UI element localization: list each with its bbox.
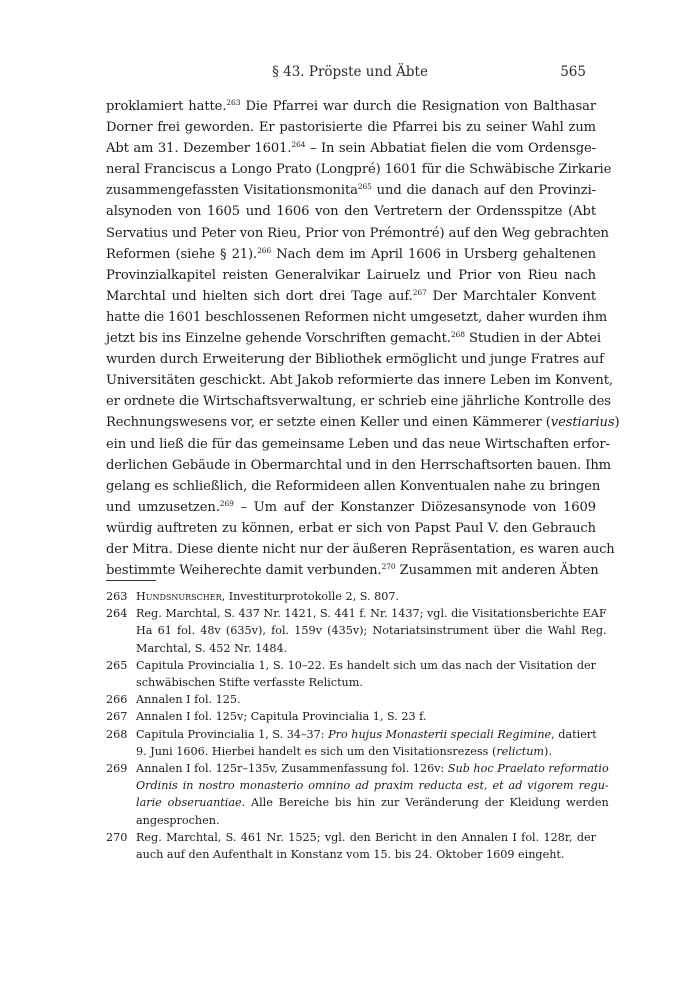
text-run: angesprochen. <box>136 813 220 827</box>
footnote <box>106 605 607 657</box>
text-run: würdig auftreten zu können, erbat er sich von Papst Paul V. den Gebrauch <box>106 520 596 536</box>
footnote-number: 267 <box>106 710 128 724</box>
text-run: – In sein Abbatiat fielen die vom Ordensge- <box>305 141 596 157</box>
text-line <box>106 244 596 265</box>
text-run: 9. Juni 1606. Hierbei handelt es sich um den Visitationsrezess ( <box>136 744 497 758</box>
text-run: und die danach auf den Provinzi- <box>371 183 596 199</box>
text-run: alsynoden von 1605 und 1606 von den Vertretern der Ordensspitze (Abt <box>106 204 596 220</box>
text-run: zusammengefassten Visitationsmonita <box>106 183 358 199</box>
text-line <box>136 605 607 622</box>
footnote-ref: 269 <box>219 498 234 508</box>
text-line <box>106 476 601 497</box>
footnote-text <box>136 588 596 605</box>
text-run: bestimmte Weiherechte damit verbunden. <box>106 563 382 579</box>
italic-text: Pro hujus Monasterii speciali Regimine <box>328 727 552 741</box>
footnote <box>106 726 596 760</box>
text-line <box>136 622 607 639</box>
footnote-text <box>136 708 596 725</box>
footnote-number: 264 <box>106 607 128 621</box>
text-line <box>106 434 610 455</box>
text-line <box>136 829 596 846</box>
text-line <box>106 201 596 222</box>
page-number: 565 <box>560 64 586 80</box>
text-line <box>136 794 609 811</box>
footnote-text <box>136 605 607 657</box>
text-run: Abt am 31. Dezember 1601. <box>106 141 292 157</box>
text-line <box>136 846 596 863</box>
footnote <box>106 708 596 725</box>
footnote-number: 268 <box>106 727 128 741</box>
text-run: Annalen I fol. 125r–135v, Zusammenfassung fol. 126v: <box>136 762 448 776</box>
text-line <box>136 812 609 829</box>
footnote-text <box>136 829 596 863</box>
text-line <box>106 117 596 138</box>
body-text <box>106 96 620 581</box>
text-line <box>136 588 596 605</box>
text-line <box>136 743 597 760</box>
text-run: Ha 61 fol. 48v (635v), fol. 159v (435v); Notariatsinstrument über die Wahl Reg. <box>136 624 607 638</box>
text-line <box>106 307 608 328</box>
text-run: Reg. Marchtal, S. 437 Nr. 1421, S. 441 f. Nr. 1437; vgl. die Visitationsberichte EAF <box>136 607 607 621</box>
text-run: Studien in der Abtei <box>464 331 601 347</box>
footnote-number: 263 <box>106 590 128 603</box>
text-run: Reg. Marchtal, S. 461 Nr. 1525; vgl. den Bericht in den Annalen I fol. 128r, der <box>136 830 596 844</box>
text-run: Annalen I fol. 125v; Capitula Provincialia 1, S. 23 f. <box>136 710 427 724</box>
text-line <box>106 497 596 518</box>
footnote-separator <box>106 580 156 581</box>
text-line <box>106 370 613 391</box>
text-line <box>106 159 612 180</box>
footnote <box>106 691 596 708</box>
text-run: der Mitra. Diese diente nicht nur der äußeren Repräsentation, es waren auch <box>106 541 615 557</box>
text-run: Dorner frei geworden. Er pastorisierte die Pfarrei bis zu seiner Wahl zum <box>106 120 596 136</box>
footnote-number: 270 <box>106 830 128 844</box>
italic-text: Sub hoc Praelato reformatio <box>447 762 609 776</box>
text-run: jetzt bis ins Einzelne gehende Vorschriften gemacht. <box>106 331 451 347</box>
text-run: neral Franciscus a Longo Prato (Longpré) 1601 für die Schwäbische Zirkarie <box>106 162 612 178</box>
text-run: gelang es schließlich, die Reformideen allen Konventualen nahe zu bringen <box>106 478 601 494</box>
text-run: schwäbischen Stifte verfasste Relictum. <box>136 676 363 690</box>
text-run: hatte die 1601 beschlossenen Reformen nicht umgesetzt, daher wurden ihm <box>106 309 608 325</box>
text-run: Provinzialkapitel reisten Generalvikar Lairuelz und Prior von Rieu nach <box>106 267 596 283</box>
text-line <box>136 760 609 777</box>
italic-text: vestiarius <box>550 415 615 431</box>
text-line <box>106 138 596 159</box>
text-run: Reformen (siehe § 21). <box>106 246 258 262</box>
text-run: Der Marchtaler Konvent <box>426 288 596 304</box>
footnote-ref: 263 <box>226 98 241 107</box>
footnote-ref: 264 <box>291 140 306 150</box>
text-run: Annalen I fol. 125. <box>136 693 241 707</box>
text-run: , datiert <box>551 727 597 741</box>
text-run: – Um auf der Konstanzer Diözesansynode von 1609 <box>233 499 596 515</box>
text-run: Capitula Provincialia 1, S. 34–37: <box>136 727 329 741</box>
footnote-number: 266 <box>106 693 128 707</box>
footnote-ref: 270 <box>381 562 396 572</box>
footnote-text <box>136 691 596 708</box>
text-line <box>136 726 597 743</box>
text-run: er ordnete die Wirtschaftsverwaltung, er schrieb eine jährliche Kontrolle des <box>106 394 611 410</box>
footnote-ref: 266 <box>257 245 272 255</box>
footnote <box>106 588 596 605</box>
text-run: Alle Bereiche bis hin zur Veränderung der Kleidung werden <box>245 796 609 810</box>
text-line <box>106 96 596 117</box>
text-line <box>106 349 604 370</box>
text-run: Zusammen mit anderen Äbten <box>395 563 599 579</box>
text-line <box>136 640 607 657</box>
footnote-number: 265 <box>106 658 128 672</box>
text-run: Servatius und Peter von Rieu, Prior von Prémontré) auf den Weg gebrachten <box>106 225 609 241</box>
footnote-text <box>136 726 597 760</box>
text-run: ein und ließ die für das gemeinsame Leben und das neue Wirtschaften erfor- <box>106 436 610 452</box>
text-run: wurden durch Erweiterung der Bibliothek ermöglicht und junge Fratres auf <box>106 352 604 368</box>
text-run: und umzusetzen. <box>106 499 220 515</box>
text-run: , Investiturprotokolle 2, S. 807. <box>221 590 399 603</box>
footnote-ref: 268 <box>450 330 465 340</box>
text-run: Universitäten geschickt. Abt Jakob reformierte das innere Leben im Konvent, <box>106 373 613 389</box>
text-line <box>106 223 609 244</box>
text-run: ). <box>544 744 552 758</box>
footnote-ref: 267 <box>412 287 427 297</box>
text-line <box>106 518 596 539</box>
text-line <box>106 539 615 560</box>
text-line <box>106 412 620 433</box>
text-line <box>106 328 601 349</box>
text-run: Capitula Provincialia 1, S. 10–22. Es handelt sich um das nach der Visitation der <box>136 658 596 672</box>
footnote-text <box>136 760 609 829</box>
text-line <box>136 777 609 794</box>
footnote-number: 269 <box>106 762 128 776</box>
text-line <box>106 391 611 412</box>
footnote-ref: 265 <box>357 182 372 192</box>
text-run: Nach dem im April 1606 in Ursberg gehaltenen <box>271 246 596 262</box>
text-line <box>136 708 596 725</box>
text-run: proklamiert hatte. <box>106 99 227 114</box>
text-line <box>106 265 596 286</box>
text-line <box>136 674 596 691</box>
text-run: auch auf den Aufenthalt in Konstanz vom 15. bis 24. Oktober 1609 eingeht. <box>136 848 565 862</box>
footnote-text <box>136 657 596 691</box>
footnotes <box>106 588 609 863</box>
text-run: Marchtal, S. 452 Nr. 1484. <box>136 641 288 655</box>
text-run: Die Pfarrei war durch die Resignation von Balthasar <box>240 99 596 114</box>
text-line <box>136 691 596 708</box>
footnote <box>106 760 609 829</box>
text-line <box>106 455 611 476</box>
text-run: Marchtal und hielten sich dort drei Tage auf. <box>106 288 413 304</box>
running-header: § 43. Pröpste und Äbte <box>272 64 428 80</box>
text-line <box>136 657 596 674</box>
footnote <box>106 829 596 863</box>
italic-text: relictum <box>496 744 545 758</box>
text-run: derlichen Gebäude in Obermarchtal und in den Herrschaftsorten bauen. Ihm <box>106 457 611 473</box>
footnote <box>106 657 596 691</box>
text-run: Rechnungswesens vor, er setzte einen Keller und einen Kämmerer ( <box>106 415 551 431</box>
italic-text: Ordinis in nostro monasterio omnino ad praxim reducta est, et ad vigorem regu- <box>136 779 609 793</box>
text-line <box>106 286 596 307</box>
text-line <box>106 180 596 201</box>
text-line <box>106 560 599 581</box>
text-run: ) <box>614 415 620 431</box>
author-name: Hundsnurscher <box>136 590 222 603</box>
italic-text: larie obseruantiae. <box>136 796 246 810</box>
